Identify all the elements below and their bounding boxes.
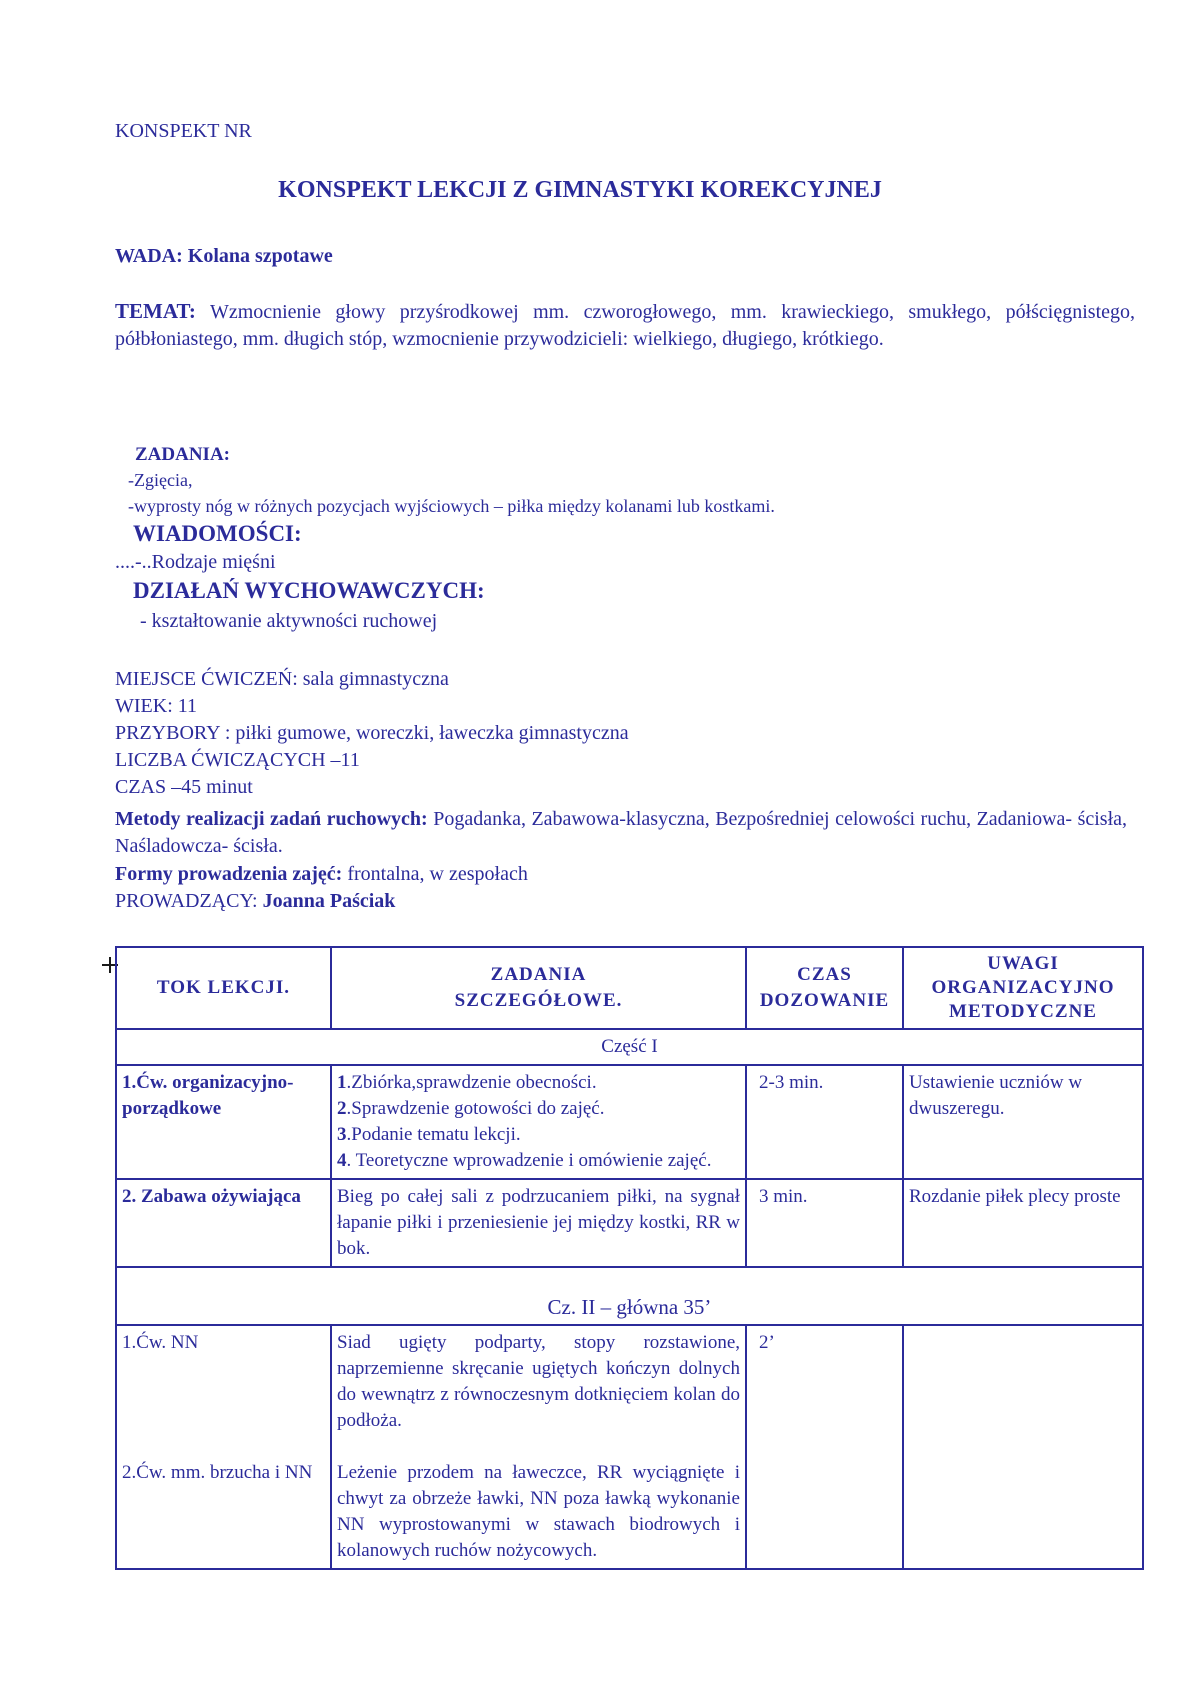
list-item: 4. Teoretyczne wprowadzenie i omówienie zajęć. <box>337 1150 712 1171</box>
metody-label: Metody realizacji zadań ruchowych: <box>115 808 428 830</box>
header-label: KONSPEKT NR <box>115 120 252 142</box>
wada-value: Kolana szpotawe <box>187 245 333 267</box>
list-item: 1.Zbiórka,sprawdzenie obecności. <box>337 1072 597 1093</box>
czas-cell: 2’ <box>746 1325 903 1569</box>
miejsce-line: MIEJSCE ĆWICZEŃ: sala gimnastyczna <box>115 668 449 690</box>
zadania-cell <box>331 1065 746 1179</box>
czas-line: CZAS –45 minut <box>115 776 253 798</box>
page-title: KONSPEKT LEKCJI Z GIMNASTYKI KOREKCYJNEJ <box>278 177 882 203</box>
tok-cell <box>116 1325 331 1569</box>
wada-label: WADA: <box>115 245 183 267</box>
section-title: Cz. II – główna 35’ <box>116 1267 1143 1325</box>
formy-value: frontalna, w zespołach <box>347 863 528 885</box>
prowadzacy-value: Joanna Paściak <box>262 890 396 912</box>
czas-cell: 2-3 min. <box>746 1065 903 1179</box>
lesson-plan-table <box>115 946 1144 1570</box>
uwagi-cell: Rozdanie piłek plecy proste <box>903 1179 1143 1267</box>
uwagi-cell: Ustawienie uczniów w dwuszeregu. <box>903 1065 1143 1179</box>
section-row <box>116 1029 1143 1065</box>
zadania-item: -Zgięcia, <box>128 470 193 490</box>
zadania-cell: Bieg po całej sali z podrzucaniem piłki, na sygnał łapanie piłki i przeniesienie jej między kostki, RR w bok. <box>331 1179 746 1267</box>
header-czas: CZAS DOZOWANIE <box>746 947 903 1029</box>
exercise-description: Leżenie przodem na ławeczce, RR wyciągnięte i chwyt za obrzeże ławki, NN poza ławką wykonanie NN wyprostowanymi w stawach biodrowych i kolanowych ruchów nożycowych. <box>337 1462 740 1561</box>
temat-paragraph <box>115 298 1135 353</box>
wiadomosci-label: WIADOMOŚCI: <box>133 521 302 546</box>
wiek-line: WIEK: 11 <box>115 695 198 717</box>
tok-cell: 1.Ćw. organizacyjno-porządkowe <box>116 1065 331 1179</box>
list-item: 3.Podanie tematu lekcji. <box>337 1124 521 1145</box>
zadania-label: ZADANIA: <box>135 444 230 465</box>
liczba-line: LICZBA ĆWICZĄCYCH –11 <box>115 749 360 771</box>
list-item: 2.Sprawdzenie gotowości do zajęć. <box>337 1098 605 1119</box>
zadania-cell <box>331 1325 746 1569</box>
zadania-item: -wyprosty nóg w różnych pozycjach wyjściowych – piłka między kolanami lub kostkami. <box>128 496 775 516</box>
metody-paragraph <box>115 806 1127 860</box>
section-title: Część I <box>116 1029 1143 1065</box>
temat-label: TEMAT: <box>115 299 196 323</box>
przybory-line: PRZYBORY : piłki gumowe, woreczki, ławeczka gimnastyczna <box>115 722 629 744</box>
prowadzacy-label: PROWADZĄCY: <box>115 890 258 912</box>
table-row <box>116 1179 1143 1267</box>
uwagi-cell <box>903 1325 1143 1569</box>
temat-value: Wzmocnienie głowy przyśrodkowej mm. czworogłowego, mm. krawieckiego, smukłego, półścięgnistego, półbłoniastego, mm. długich stóp, wzmocnienie przywodzicieli: wielkiego, długiego, krótkiego. <box>115 301 1135 350</box>
dzialan-label: DZIAŁAŃ WYCHOWAWCZYCH: <box>133 578 485 603</box>
tok-cell: 2. Zabawa ożywiająca <box>116 1179 331 1267</box>
formy-line <box>115 861 528 887</box>
tok-item: 1.Ćw. NN <box>122 1332 199 1353</box>
tok-item: 2.Ćw. mm. brzucha i NN <box>122 1462 313 1483</box>
dzialan-value: - kształtowanie aktywności ruchowej <box>140 610 438 632</box>
exercise-description: Siad ugięty podparty, stopy rozstawione, naprzemienne skręcanie ugiętych kończyn dolnych do wewnątrz z równoczesnym dotknięciem kolan do podłoża. <box>337 1332 740 1431</box>
metody-value: Pogadanka, Zabawowa-klasyczna, Bezpośredniej celowości ruchu, Zadaniowa- ścisła, Naśladowcza- ścisła. <box>115 808 1128 857</box>
header-zadania: ZADANIA SZCZEGÓŁOWE. <box>331 947 746 1029</box>
prowadzacy-line <box>115 888 395 914</box>
wada-line <box>115 243 333 269</box>
czas-cell: 3 min. <box>746 1179 903 1267</box>
table-header-row <box>116 947 1143 1029</box>
section-row <box>116 1267 1143 1325</box>
table-row <box>116 1065 1143 1179</box>
table-row <box>116 1325 1143 1569</box>
header-uwagi: UWAGI ORGANIZACYJNO METODYCZNE <box>903 947 1143 1029</box>
header-tok: TOK LEKCJI. <box>116 947 331 1029</box>
wiadomosci-value: ....-..Rodzaje mięśni <box>115 551 276 573</box>
formy-label: Formy prowadzenia zajęć: <box>115 863 343 885</box>
